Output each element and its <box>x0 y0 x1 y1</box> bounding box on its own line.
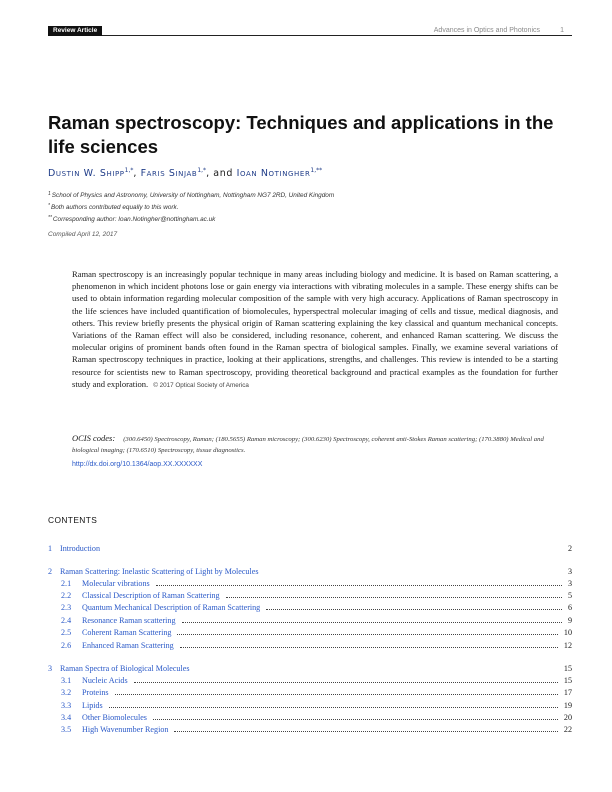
toc-entry-title: Lipids <box>82 701 103 710</box>
toc-dot-leader <box>180 647 558 648</box>
toc-section-entry[interactable] <box>48 543 572 554</box>
affiliation-text: Corresponding author: Ioan.Notingher@nottingham.ac.uk <box>52 216 216 223</box>
author-separator: , and <box>206 168 237 179</box>
toc-entry-page: 12 <box>563 641 572 650</box>
toc-subsection-entry[interactable] <box>48 627 572 638</box>
toc-entry-title: Enhanced Raman Scattering <box>82 641 174 650</box>
toc-dot-leader <box>109 707 558 708</box>
toc-entry-number: 2.5 <box>61 628 72 637</box>
toc-entry-page: 22 <box>563 725 572 734</box>
toc-subsection-entry[interactable] <box>48 602 572 613</box>
toc-entry-title: High Wavenumber Region <box>82 725 169 734</box>
doi-link[interactable]: http://dx.doi.org/10.1364/aop.XX.XXXXXX <box>72 461 203 468</box>
ocis-codes <box>72 433 560 456</box>
compiled-date: Compiled April 12, 2017 <box>48 231 118 238</box>
contents-heading: CONTENTS <box>48 515 98 525</box>
toc-dot-leader <box>174 731 557 732</box>
toc-subsection-entry[interactable] <box>48 615 572 626</box>
toc-dot-leader <box>156 585 562 586</box>
toc-entry-number: 3.3 <box>61 701 72 710</box>
toc-entry-title: Resonance Raman scattering <box>82 616 176 625</box>
toc-entry-number: 2 <box>48 567 53 576</box>
toc-entry-number: 2.4 <box>61 616 72 625</box>
toc-entry-number: 2.1 <box>61 579 72 588</box>
toc-dot-leader <box>134 682 558 683</box>
toc-entry-page: 17 <box>563 688 572 697</box>
toc-entry-page: 6 <box>567 603 572 612</box>
affiliation-text: School of Physics and Astronomy, University of Nottingham, Nottingham NG7 2RD, United Kingdom <box>51 192 335 199</box>
toc-entry-number: 3.1 <box>61 676 72 685</box>
toc-entry-page: 20 <box>563 713 572 722</box>
toc-entry-title: Other Biomolecules <box>82 713 147 722</box>
abstract-text: Raman spectroscopy is an increasingly popular technique in many areas including biology and medicine. It is based on Raman scattering, a phenomenon in which incident photons lose or gain energy via interactions with vibrating molecules in a sample. These energy shifts can be used to obtain information regarding molecular composition of the sample with very high accuracy. Applications of Raman spectroscopy in the life sciences have included quantification of biomolecules, hyperspectral molecular imaging of cells and tissue, medical diagnosis, and others. This review briefly presents the physical origin of Raman scattering explaining the key classical and quantum mechanical concepts. Variations of the Raman effect will also be considered, including resonance, coherent, and enhanced Raman scattering. We discuss the molecular origins of prominent bands often found in the Raman spectra of biological samples. Finally, we examine several variations of Raman spectroscopy techniques in practice, looking at their applications, strengths, and challenges. This review is intended to be a starting resource for scientists new to Raman spectroscopy, providing theoretical background and practical examples as the foundation for further study and exploration. <box>72 269 558 389</box>
ocis-text: (300.6450) Spectroscopy, Raman; (180.5655) Raman microscopy; (300.6230) Spectroscopy, coherent anti-Stokes Raman scattering; (170.3880) Medical and biological imaging; (170.6510) Spectroscopy, tissue diagnostics. <box>72 436 544 454</box>
toc-entry-title: Raman Spectra of Biological Molecules <box>60 664 190 673</box>
toc-entry-page: 3 <box>567 579 572 588</box>
affiliation-line <box>48 201 334 213</box>
toc-dot-leader <box>226 597 562 598</box>
author-marks-2: 1,* <box>197 167 207 174</box>
toc-section-entry[interactable] <box>48 663 572 674</box>
toc-entry-number: 2.6 <box>61 641 72 650</box>
page-number: 1 <box>560 27 564 34</box>
toc-subsection-entry[interactable] <box>48 675 572 686</box>
toc-entry-title: Classical Description of Raman Scattering <box>82 591 220 600</box>
toc-subsection-entry[interactable] <box>48 640 572 651</box>
toc-entry-title: Molecular vibrations <box>82 579 150 588</box>
article-title: Raman spectroscopy: Techniques and applications in the life sciences <box>48 112 554 157</box>
affiliation-line <box>48 213 334 225</box>
author-name-1[interactable]: Dustin W. Shipp <box>48 168 125 179</box>
toc-dot-leader <box>153 719 558 720</box>
author-marks-3: 1,** <box>310 167 323 174</box>
toc-entry-page: 15 <box>563 664 572 673</box>
journal-name: Advances in Optics and Photonics <box>433 27 540 34</box>
toc-entry-title: Coherent Raman Scattering <box>82 628 172 637</box>
toc-entry-number: 3.5 <box>61 725 72 734</box>
author-name-2[interactable]: Faris Sinjab <box>140 168 198 179</box>
author-name-3[interactable]: Ioan Notingher <box>236 168 311 179</box>
toc-entry-number: 1 <box>48 544 53 553</box>
toc-subsection-entry[interactable] <box>48 724 572 735</box>
toc-entry-number: 3.2 <box>61 688 72 697</box>
toc-entry-title: Quantum Mechanical Description of Raman Scattering <box>82 603 261 612</box>
article-type-badge: Review Article <box>48 26 102 36</box>
toc-subsection-entry[interactable] <box>48 590 572 601</box>
toc-subsection-entry[interactable] <box>48 712 572 723</box>
toc-entry-number: 3.4 <box>61 713 72 722</box>
abstract <box>72 268 558 392</box>
toc-entry-number: 2.2 <box>61 591 72 600</box>
toc-entry-page: 9 <box>567 616 572 625</box>
toc-subsection-entry[interactable] <box>48 687 572 698</box>
toc-dot-leader <box>182 622 562 623</box>
affiliation-mark: ** <box>48 215 52 221</box>
affiliation-line <box>48 189 334 201</box>
toc-dot-leader <box>115 694 558 695</box>
toc-subsection-entry[interactable] <box>48 578 572 589</box>
toc-entry-page: 2 <box>567 544 572 553</box>
author-separator: , <box>133 168 141 179</box>
ocis-label: OCIS codes: <box>72 433 116 443</box>
affiliation-list <box>48 189 334 225</box>
toc-dot-leader <box>266 609 562 610</box>
toc-subsection-entry[interactable] <box>48 700 572 711</box>
author-list <box>48 167 322 179</box>
author-marks-1: 1,* <box>124 167 134 174</box>
toc-entry-title: Raman Scattering: Inelastic Scattering of Light by Molecules <box>60 567 259 576</box>
toc-entry-page: 10 <box>563 628 572 637</box>
toc-entry-title: Nucleic Acids <box>82 676 128 685</box>
toc-entry-page: 15 <box>563 676 572 685</box>
toc-section-entry[interactable] <box>48 566 572 577</box>
toc-entry-title: Proteins <box>82 688 109 697</box>
affiliation-mark: 1 <box>48 191 51 197</box>
toc-entry-page: 5 <box>567 591 572 600</box>
toc-entry-title: Introduction <box>60 544 101 553</box>
toc-entry-number: 3 <box>48 664 53 673</box>
affiliation-text: Both authors contributed equally to this work. <box>50 204 179 211</box>
toc-dot-leader <box>177 634 557 635</box>
toc-entry-page: 3 <box>567 567 572 576</box>
toc-entry-page: 19 <box>563 701 572 710</box>
copyright-notice: © 2017 Optical Society of America <box>153 381 249 389</box>
toc-entry-number: 2.3 <box>61 603 72 612</box>
affiliation-mark: * <box>48 203 50 209</box>
